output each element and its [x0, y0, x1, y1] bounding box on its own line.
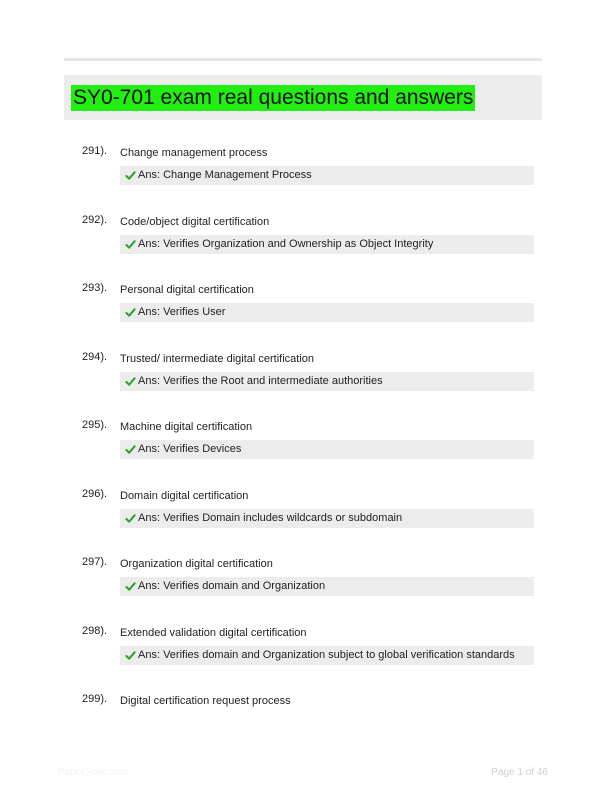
question-item	[0, 418, 606, 478]
question-item	[0, 213, 606, 273]
question-number: 299).	[82, 693, 108, 705]
answer-text: Ans: Verifies the Root and intermediate authorities	[138, 374, 383, 387]
question-text: Digital certification request process	[120, 695, 291, 707]
check-icon	[125, 307, 136, 318]
check-icon	[125, 513, 136, 524]
answer-text: Ans: Change Management Process	[138, 169, 312, 181]
question-number: 294).	[82, 350, 108, 363]
question-text: Extended validation digital certification	[120, 626, 307, 639]
question-text: Personal digital certification	[120, 284, 254, 296]
check-icon	[125, 444, 136, 455]
answer-box	[120, 235, 534, 254]
question-number: 296).	[82, 487, 108, 500]
check-icon	[125, 239, 136, 250]
question-text: Organization digital certification	[120, 558, 273, 570]
question-number: 291).	[82, 145, 108, 157]
question-item	[0, 281, 606, 341]
page-title: SY0-701 exam real questions and answers	[73, 86, 474, 109]
question-text: Change management process	[120, 147, 268, 159]
question-item	[0, 555, 606, 615]
question-number: 295).	[82, 419, 108, 431]
question-item	[0, 487, 606, 547]
question-item	[0, 624, 606, 684]
answer-box	[120, 509, 534, 528]
question-number: 298).	[82, 624, 108, 637]
answer-box	[120, 577, 534, 596]
question-item	[0, 350, 606, 410]
question-text: Domain digital certification	[120, 489, 249, 502]
top-divider	[64, 58, 542, 61]
answer-text: Ans: Verifies domain and Organization subject to global verification standards	[138, 648, 515, 661]
check-icon	[125, 376, 136, 387]
check-icon	[125, 170, 136, 181]
answer-text: Ans: Verifies Domain includes wildcards or subdomain	[138, 511, 403, 524]
question-item	[0, 144, 606, 204]
question-number: 297).	[82, 556, 108, 568]
answer-box	[120, 303, 534, 322]
footer-site: PaperSolic.com	[58, 767, 129, 778]
question-number: 293).	[82, 282, 108, 294]
question-text: Code/object digital certification	[120, 215, 270, 228]
question-text: Machine digital certification	[120, 421, 253, 433]
answer-text: Ans: Verifies Devices	[138, 443, 242, 455]
question-item	[0, 692, 606, 752]
answer-text: Ans: Verifies domain and Organization	[138, 580, 326, 592]
check-icon	[125, 581, 136, 592]
check-icon	[125, 650, 136, 661]
title-banner	[64, 75, 542, 120]
question-number: 292).	[82, 213, 108, 226]
answer-text: Ans: Verifies Organization and Ownership as Object Integrity	[138, 237, 434, 250]
question-text: Trusted/ intermediate digital certification	[120, 352, 315, 365]
footer-page-number: Page 1 of 46	[491, 767, 548, 778]
answer-box	[120, 646, 534, 665]
answer-box	[120, 372, 534, 391]
answer-box	[120, 166, 534, 185]
answer-box	[120, 440, 534, 459]
answer-text: Ans: Verifies User	[138, 306, 226, 318]
